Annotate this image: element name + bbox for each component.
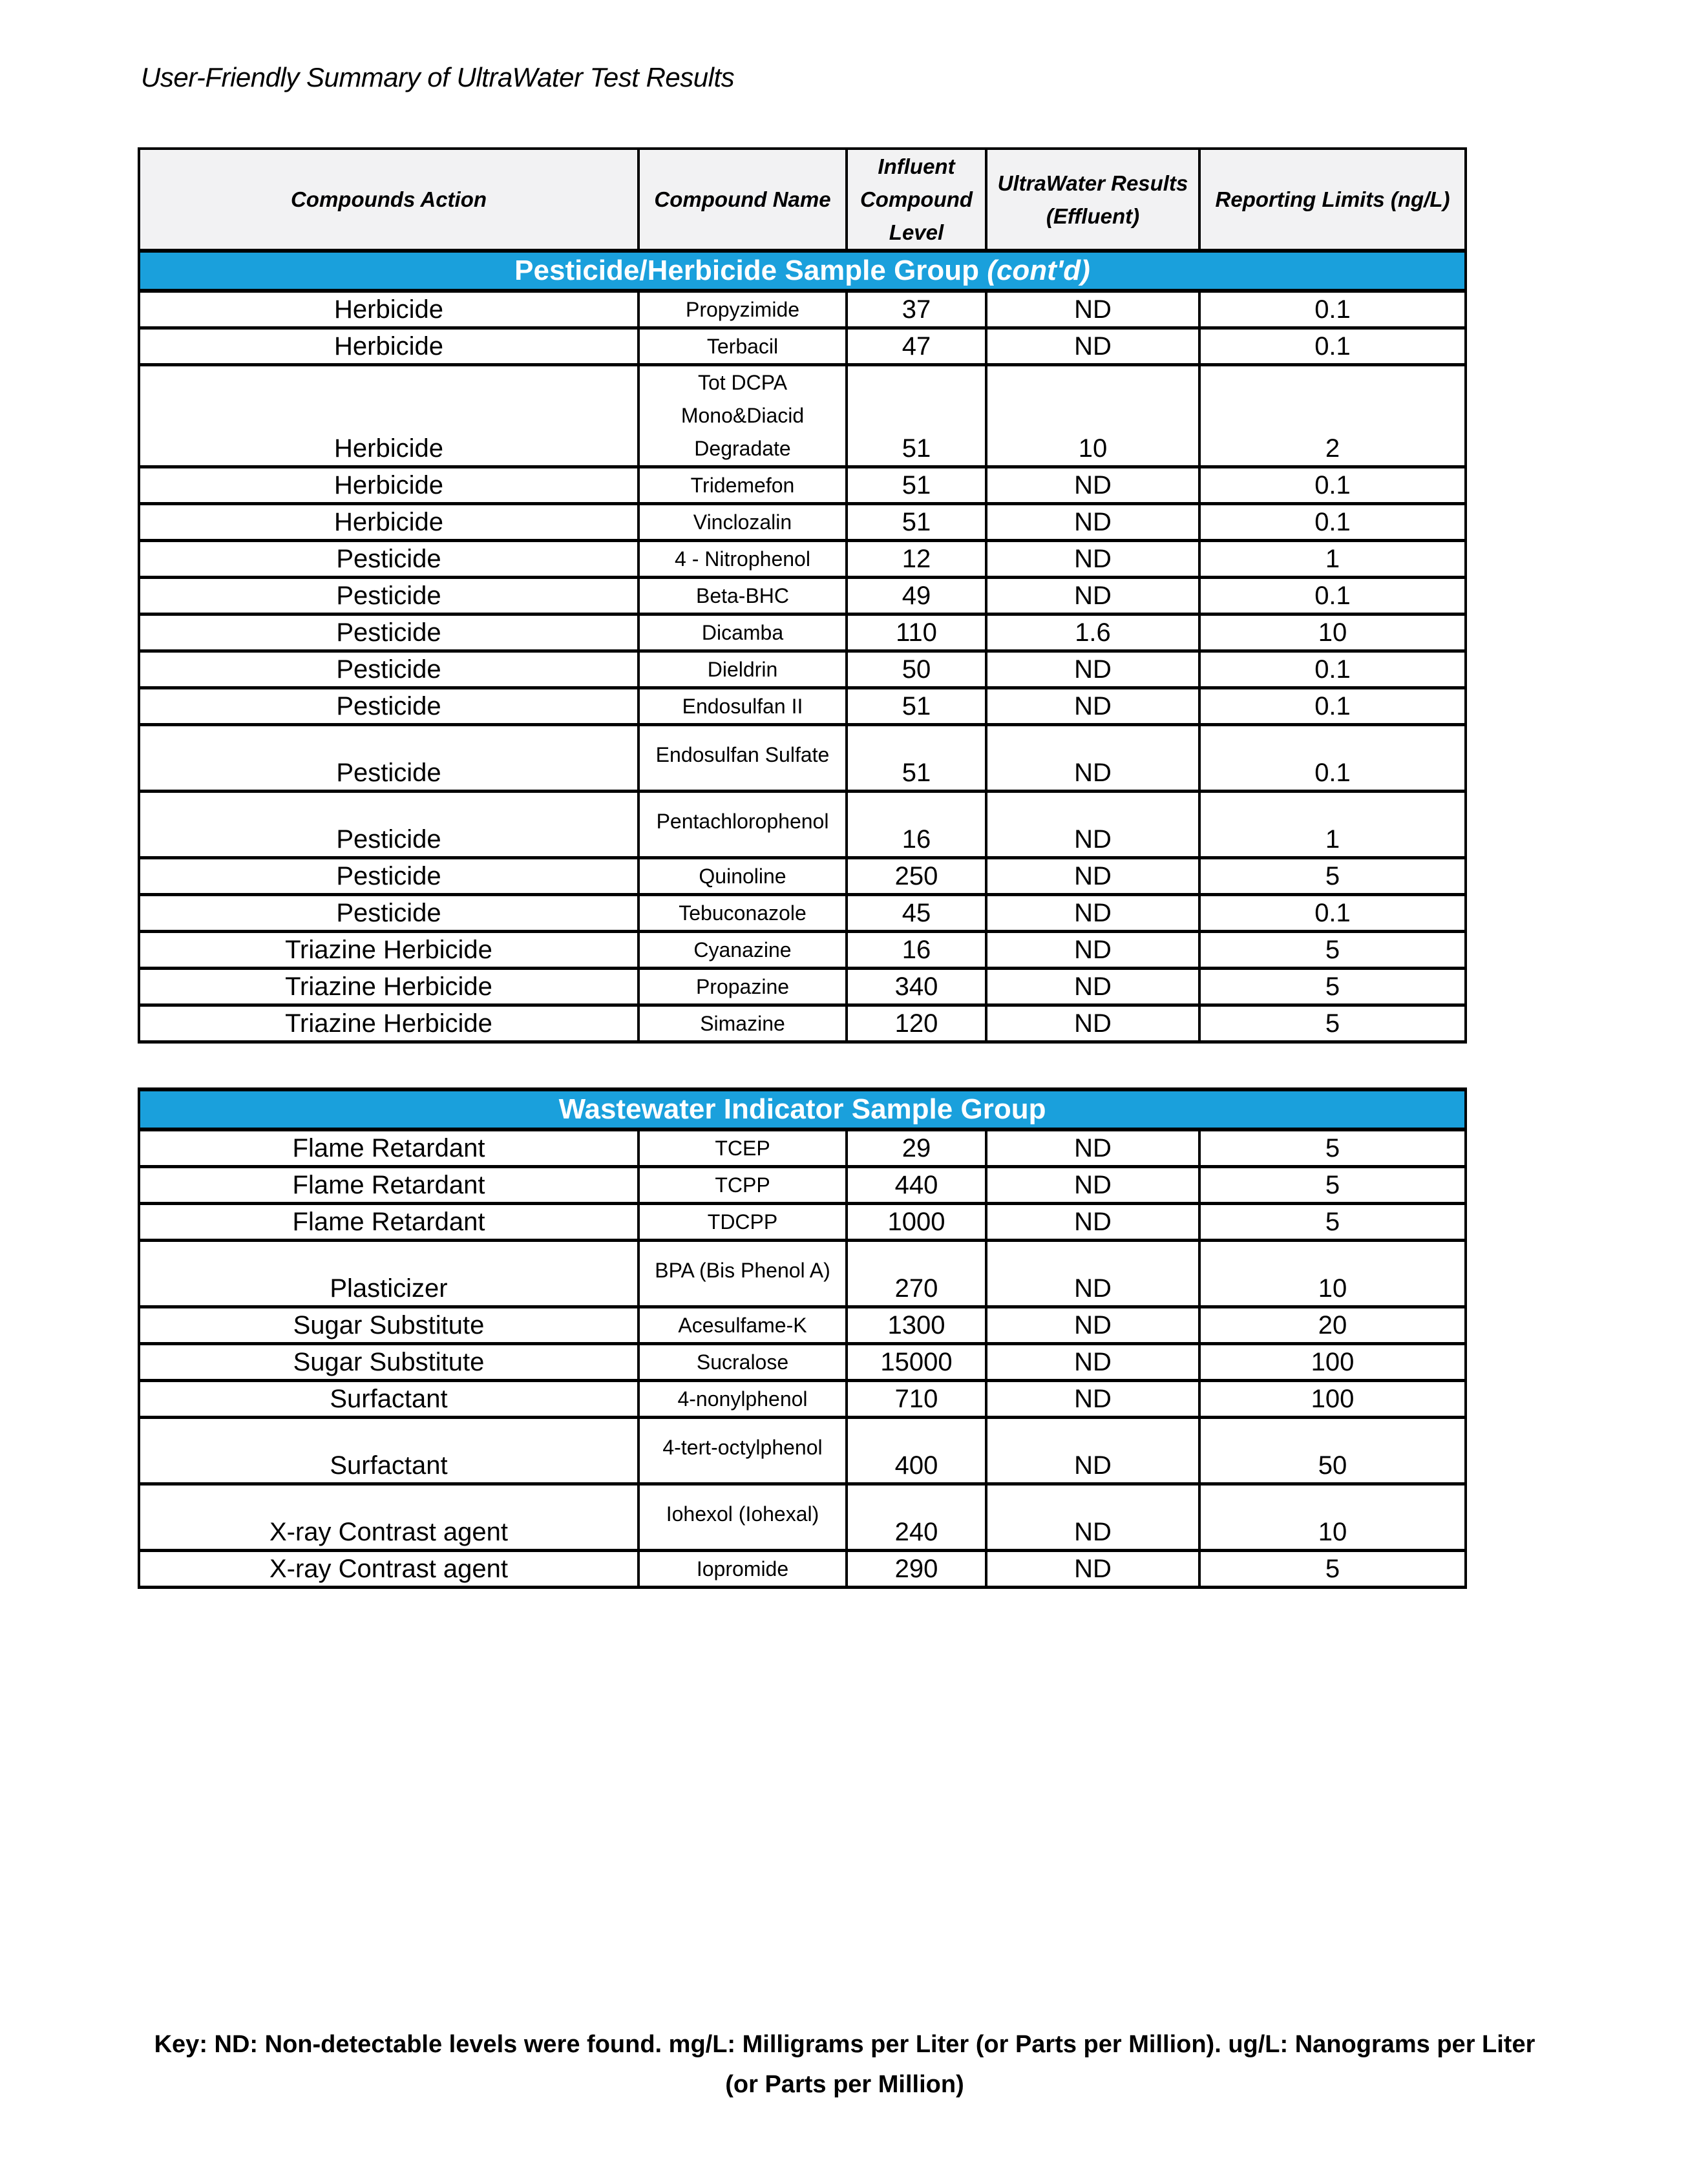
cell-compound-action: Flame Retardant xyxy=(139,1129,638,1167)
cell-influent-level: 400 xyxy=(847,1418,986,1484)
cell-compound-name: Simazine xyxy=(638,1005,847,1042)
header-line: Compound xyxy=(860,187,973,211)
cell-influent-level: 47 xyxy=(847,328,986,365)
cell-influent-level: 15000 xyxy=(847,1344,986,1381)
cell-influent-level: 440 xyxy=(847,1167,986,1204)
table-row xyxy=(139,1204,1466,1241)
cell-reporting-limit: 2 xyxy=(1199,365,1466,467)
cell-influent-level: 1300 xyxy=(847,1307,986,1344)
cell-reporting-limit: 0.1 xyxy=(1199,651,1466,688)
cell-reporting-limit: 0.1 xyxy=(1199,328,1466,365)
cell-influent-level: 51 xyxy=(847,467,986,504)
cell-reporting-limit: 0.1 xyxy=(1199,467,1466,504)
cell-influent-level: 51 xyxy=(847,688,986,725)
cell-effluent-result: ND xyxy=(986,1307,1199,1344)
cell-compound-name xyxy=(638,365,847,467)
cell-compound-action: Triazine Herbicide xyxy=(139,969,638,1005)
cell-influent-level: 37 xyxy=(847,291,986,328)
group-title-text: Wastewater Indicator Sample Group xyxy=(558,1093,1046,1125)
cell-compound-action: Sugar Substitute xyxy=(139,1344,638,1381)
group-title xyxy=(139,1089,1466,1129)
cell-effluent-result: ND xyxy=(986,688,1199,725)
cell-compound-name: Beta-BHC xyxy=(638,578,847,614)
table-row xyxy=(139,1381,1466,1418)
cell-influent-level: 50 xyxy=(847,651,986,688)
column-header-compound-name: Compound Name xyxy=(638,149,847,251)
cell-compound-name: Endosulfan II xyxy=(638,688,847,725)
cell-influent-level: 29 xyxy=(847,1129,986,1167)
results-table-wastewater-indicator xyxy=(138,1087,1467,1589)
cell-compound-name: Terbacil xyxy=(638,328,847,365)
cell-compound-action: Flame Retardant xyxy=(139,1204,638,1241)
cell-influent-level: 45 xyxy=(847,895,986,932)
cell-compound-name: Vinclozalin xyxy=(638,504,847,541)
cell-influent-level: 51 xyxy=(847,504,986,541)
compound-name-line: Mono&Diacid xyxy=(680,404,805,427)
cell-compound-action: Pesticide xyxy=(139,895,638,932)
cell-compound-name: Sucralose xyxy=(638,1344,847,1381)
cell-effluent-result: 1.6 xyxy=(986,614,1199,651)
cell-effluent-result: ND xyxy=(986,328,1199,365)
cell-influent-level: 270 xyxy=(847,1241,986,1307)
cell-effluent-result: ND xyxy=(986,467,1199,504)
cell-compound-name: Endosulfan Sulfate xyxy=(638,725,847,792)
table-row xyxy=(139,1484,1466,1551)
cell-compound-name: Dicamba xyxy=(638,614,847,651)
cell-compound-action: Pesticide xyxy=(139,541,638,578)
cell-reporting-limit: 100 xyxy=(1199,1344,1466,1381)
table-row xyxy=(139,725,1466,792)
cell-reporting-limit: 0.1 xyxy=(1199,895,1466,932)
cell-reporting-limit: 5 xyxy=(1199,858,1466,895)
cell-reporting-limit: 50 xyxy=(1199,1418,1466,1484)
cell-effluent-result: ND xyxy=(986,504,1199,541)
table-row xyxy=(139,291,1466,328)
table-row xyxy=(139,365,1466,467)
compound-name-line: Degradate xyxy=(694,437,791,460)
cell-compound-action: X-ray Contrast agent xyxy=(139,1484,638,1551)
cell-compound-name: BPA (Bis Phenol A) xyxy=(638,1241,847,1307)
cell-influent-level: 340 xyxy=(847,969,986,1005)
cell-compound-name: Propazine xyxy=(638,969,847,1005)
column-header-effluent-results xyxy=(986,149,1199,251)
cell-influent-level: 110 xyxy=(847,614,986,651)
cell-influent-level: 240 xyxy=(847,1484,986,1551)
header-line: Level xyxy=(889,220,944,244)
cell-compound-name: Iopromide xyxy=(638,1551,847,1588)
table-row xyxy=(139,932,1466,969)
cell-compound-action: Pesticide xyxy=(139,858,638,895)
cell-compound-name: TCEP xyxy=(638,1129,847,1167)
cell-reporting-limit: 0.1 xyxy=(1199,688,1466,725)
table-row xyxy=(139,578,1466,614)
cell-reporting-limit: 0.1 xyxy=(1199,504,1466,541)
group-band-row xyxy=(139,1089,1466,1129)
cell-reporting-limit: 1 xyxy=(1199,541,1466,578)
header-line: UltraWater Results xyxy=(997,171,1188,195)
cell-reporting-limit: 10 xyxy=(1199,1484,1466,1551)
cell-effluent-result: ND xyxy=(986,1418,1199,1484)
table-header-row xyxy=(139,149,1466,251)
cell-compound-name: Iohexol (Iohexal) xyxy=(638,1484,847,1551)
cell-compound-action: Pesticide xyxy=(139,688,638,725)
cell-reporting-limit: 0.1 xyxy=(1199,291,1466,328)
group-title-suffix: (cont'd) xyxy=(987,255,1090,286)
cell-compound-action: Pesticide xyxy=(139,651,638,688)
cell-effluent-result: ND xyxy=(986,725,1199,792)
cell-compound-action: Triazine Herbicide xyxy=(139,1005,638,1042)
table-row xyxy=(139,467,1466,504)
cell-compound-name: 4-nonylphenol xyxy=(638,1381,847,1418)
table-row xyxy=(139,1129,1466,1167)
table-row xyxy=(139,895,1466,932)
cell-compound-action: Surfactant xyxy=(139,1381,638,1418)
group-band-row xyxy=(139,251,1466,291)
cell-reporting-limit: 0.1 xyxy=(1199,578,1466,614)
cell-reporting-limit: 1 xyxy=(1199,792,1466,858)
header-line: (Effluent) xyxy=(1046,204,1140,228)
cell-compound-name: Cyanazine xyxy=(638,932,847,969)
cell-compound-name: 4-tert-octylphenol xyxy=(638,1418,847,1484)
cell-compound-name: 4 - Nitrophenol xyxy=(638,541,847,578)
cell-effluent-result: ND xyxy=(986,1204,1199,1241)
cell-influent-level: 16 xyxy=(847,932,986,969)
group-title-text: Pesticide/Herbicide Sample Group xyxy=(514,255,980,286)
cell-compound-action: Triazine Herbicide xyxy=(139,932,638,969)
cell-effluent-result: ND xyxy=(986,1381,1199,1418)
cell-influent-level: 51 xyxy=(847,365,986,467)
cell-effluent-result: ND xyxy=(986,932,1199,969)
cell-reporting-limit: 5 xyxy=(1199,1167,1466,1204)
table-row xyxy=(139,792,1466,858)
cell-compound-action: Herbicide xyxy=(139,291,638,328)
cell-influent-level: 250 xyxy=(847,858,986,895)
results-table-pesticide-herbicide xyxy=(138,147,1467,1044)
compound-name-line: Tot DCPA xyxy=(697,371,788,394)
cell-compound-action: Plasticizer xyxy=(139,1241,638,1307)
cell-compound-action: Flame Retardant xyxy=(139,1167,638,1204)
cell-reporting-limit: 10 xyxy=(1199,1241,1466,1307)
cell-effluent-result: ND xyxy=(986,541,1199,578)
cell-compound-name: Dieldrin xyxy=(638,651,847,688)
table-row xyxy=(139,1241,1466,1307)
cell-effluent-result: ND xyxy=(986,1167,1199,1204)
cell-compound-name: Quinoline xyxy=(638,858,847,895)
cell-reporting-limit: 5 xyxy=(1199,1551,1466,1588)
cell-compound-action: Pesticide xyxy=(139,792,638,858)
cell-compound-action: Herbicide xyxy=(139,467,638,504)
cell-compound-name: TDCPP xyxy=(638,1204,847,1241)
table-row xyxy=(139,614,1466,651)
table-row xyxy=(139,1005,1466,1042)
table-row xyxy=(139,688,1466,725)
column-header-influent-level xyxy=(847,149,986,251)
cell-effluent-result: ND xyxy=(986,651,1199,688)
cell-influent-level: 120 xyxy=(847,1005,986,1042)
table-row xyxy=(139,504,1466,541)
cell-compound-name: Tridemefon xyxy=(638,467,847,504)
cell-compound-action: Pesticide xyxy=(139,725,638,792)
cell-reporting-limit: 5 xyxy=(1199,1204,1466,1241)
column-header-compounds-action: Compounds Action xyxy=(139,149,638,251)
cell-effluent-result: ND xyxy=(986,1484,1199,1551)
table-row xyxy=(139,1418,1466,1484)
cell-compound-action: Pesticide xyxy=(139,614,638,651)
cell-reporting-limit: 5 xyxy=(1199,1005,1466,1042)
key-legend: Key: ND: Non-detectable levels were found. mg/L: Milligrams per Liter (or Parts per Million). ug/L: Nanograms per Liter (or Parts per Million) xyxy=(154,2031,1535,2098)
column-header-reporting-limits: Reporting Limits (ng/L) xyxy=(1199,149,1466,251)
cell-effluent-result: ND xyxy=(986,792,1199,858)
cell-effluent-result: ND xyxy=(986,1551,1199,1588)
cell-influent-level: 51 xyxy=(847,725,986,792)
header-line: Influent xyxy=(878,154,955,178)
table-row xyxy=(139,1344,1466,1381)
table-row xyxy=(139,328,1466,365)
document-title: User-Friendly Summary of UltraWater Test Results xyxy=(141,62,735,92)
cell-effluent-result: ND xyxy=(986,578,1199,614)
table-row xyxy=(139,1551,1466,1588)
table-row xyxy=(139,541,1466,578)
cell-reporting-limit: 5 xyxy=(1199,1129,1466,1167)
table-row xyxy=(139,651,1466,688)
cell-reporting-limit: 10 xyxy=(1199,614,1466,651)
cell-compound-name: Pentachlorophenol xyxy=(638,792,847,858)
cell-reporting-limit: 20 xyxy=(1199,1307,1466,1344)
cell-compound-name: Acesulfame-K xyxy=(638,1307,847,1344)
table-row xyxy=(139,858,1466,895)
cell-effluent-result: ND xyxy=(986,1129,1199,1167)
cell-compound-action: Herbicide xyxy=(139,328,638,365)
cell-effluent-result: ND xyxy=(986,858,1199,895)
table-row xyxy=(139,969,1466,1005)
cell-compound-action: Pesticide xyxy=(139,578,638,614)
cell-compound-action: Herbicide xyxy=(139,365,638,467)
cell-effluent-result: ND xyxy=(986,1005,1199,1042)
cell-influent-level: 16 xyxy=(847,792,986,858)
cell-effluent-result: ND xyxy=(986,1344,1199,1381)
cell-compound-action: Sugar Substitute xyxy=(139,1307,638,1344)
table-row xyxy=(139,1167,1466,1204)
cell-compound-name: Propyzimide xyxy=(638,291,847,328)
cell-compound-action: Surfactant xyxy=(139,1418,638,1484)
cell-influent-level: 710 xyxy=(847,1381,986,1418)
cell-reporting-limit: 0.1 xyxy=(1199,725,1466,792)
cell-compound-action: X-ray Contrast agent xyxy=(139,1551,638,1588)
cell-reporting-limit: 100 xyxy=(1199,1381,1466,1418)
cell-compound-name: TCPP xyxy=(638,1167,847,1204)
cell-effluent-result: 10 xyxy=(986,365,1199,467)
cell-effluent-result: ND xyxy=(986,291,1199,328)
cell-effluent-result: ND xyxy=(986,969,1199,1005)
cell-influent-level: 1000 xyxy=(847,1204,986,1241)
cell-influent-level: 12 xyxy=(847,541,986,578)
cell-influent-level: 290 xyxy=(847,1551,986,1588)
group-title xyxy=(139,251,1466,291)
cell-compound-name: Tebuconazole xyxy=(638,895,847,932)
cell-reporting-limit: 5 xyxy=(1199,969,1466,1005)
cell-effluent-result: ND xyxy=(986,895,1199,932)
cell-reporting-limit: 5 xyxy=(1199,932,1466,969)
cell-compound-action: Herbicide xyxy=(139,504,638,541)
table-row xyxy=(139,1307,1466,1344)
cell-influent-level: 49 xyxy=(847,578,986,614)
cell-effluent-result: ND xyxy=(986,1241,1199,1307)
